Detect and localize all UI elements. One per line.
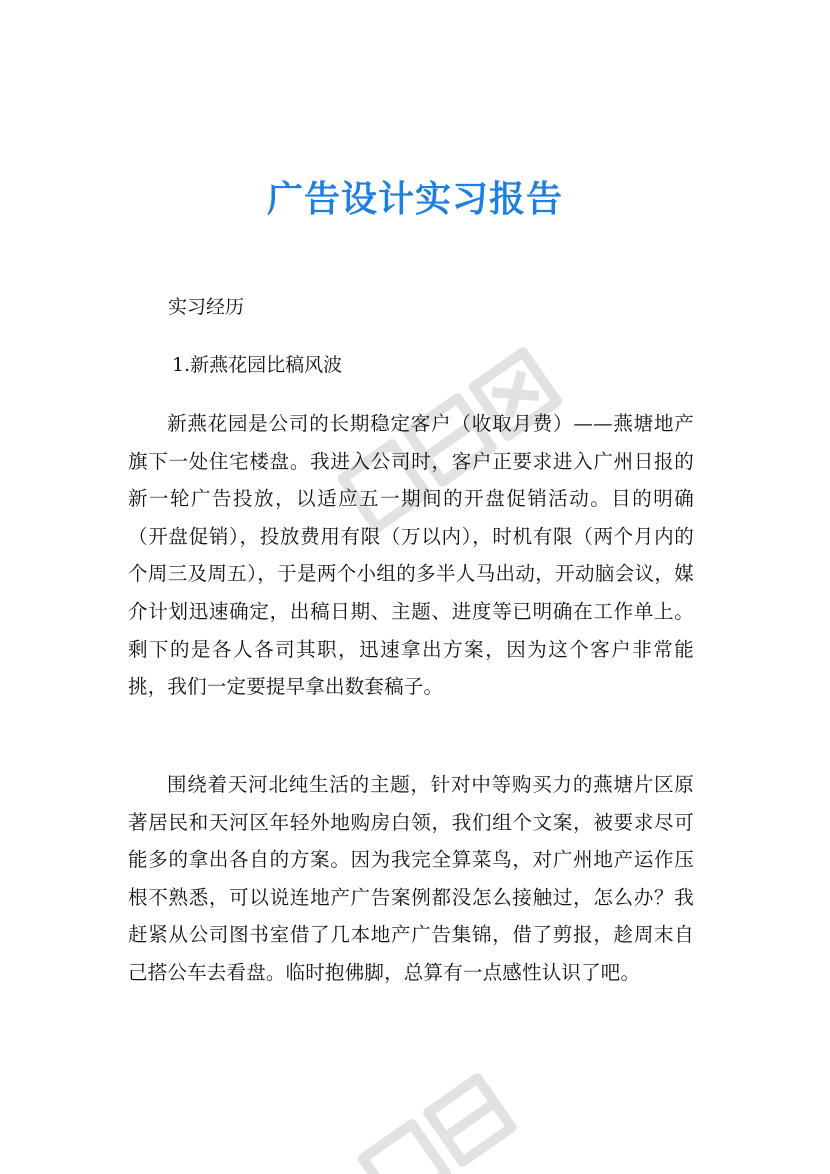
watermark-logo-bottom — [350, 1020, 590, 1174]
body-paragraph-1: 新燕花园是公司的长期稳定客户（收取月费）——燕塘地产旗下一处住宅楼盘。我进入公司时，客户正要求进入广州日报的新一轮广告投放，以适应五一期间的开盘促销活动。目的明确（开盘促销），投放费用有限（万以内），时机有限（两个月内的个周三及周五），于是两个小组的多半人马出动，开动脑会议，媒介计划迅速确定，出稿日期、主题、进度等已明确在工作单上。剩下的是各人各司其职，迅速拿出方案，因为这个客户非常能挑，我们一定要提早拿出数套稿子。 — [128, 412, 694, 699]
body-paragraph-2: 围绕着天河北纯生活的主题，针对中等购买力的燕塘片区原著居民和天河区年轻外地购房白领，我们组个文案，被要求尽可能多的拿出各自的方案。因为我完全算菜鸟，对广州地产运作压根不熟悉，可以说连地产广告案例都没怎么接触过，怎么办？我赶紧从公司图书室借了几本地产广告集锦，借了剪报，趁周末自己搭公车去看盘。临时抱佛脚，总算有一点感性认识了吧。 — [128, 773, 694, 984]
section-heading: 实习经历 — [168, 296, 245, 318]
subsection-heading: 1.新燕花园比稿风波 — [172, 354, 343, 376]
document-title: 广告设计实习报告 — [266, 179, 563, 220]
